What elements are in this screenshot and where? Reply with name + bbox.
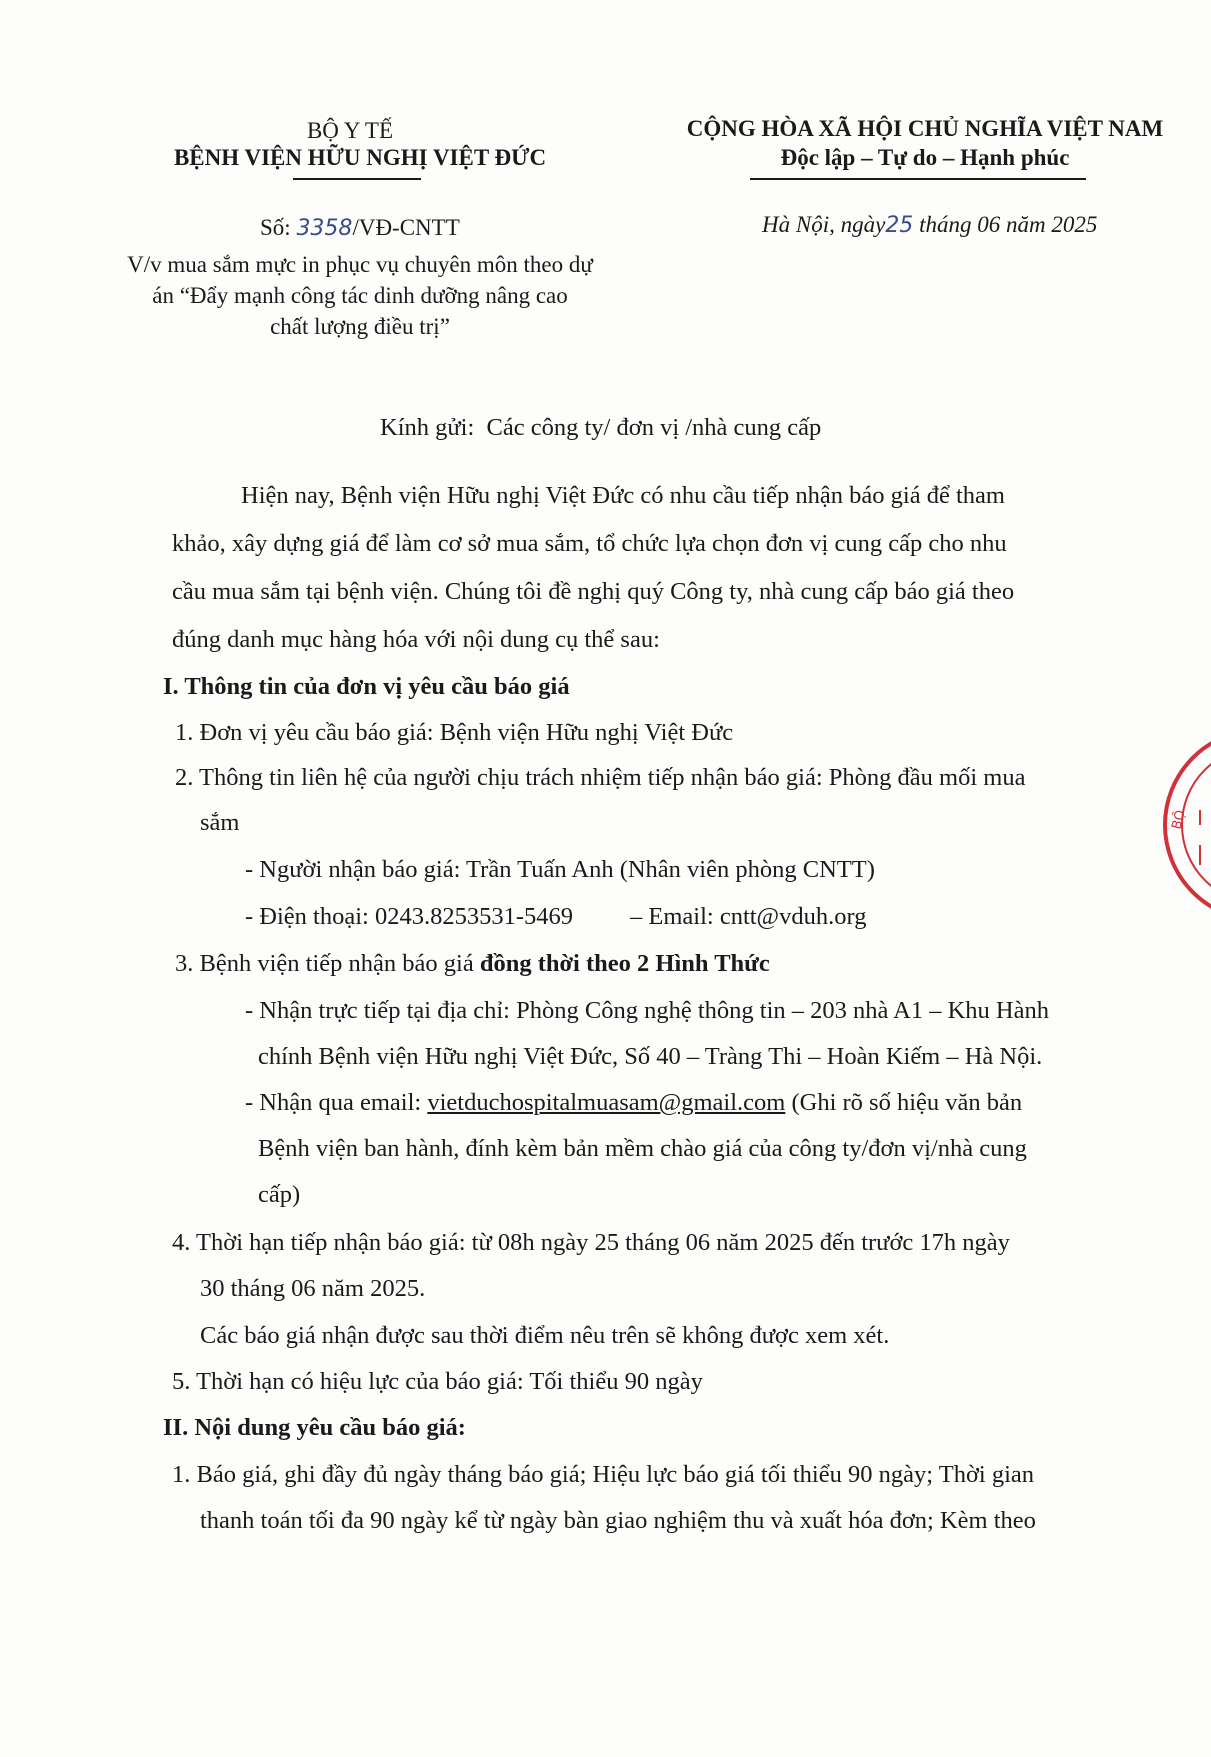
section2-item1-line1: 1. Báo giá, ghi đầy đủ ngày tháng báo giá; Hiệu lực báo giá tối thiểu 90 ngày; Thời gian <box>172 1461 1035 1488</box>
email-receive-line-1 <box>245 1080 1022 1126</box>
recipient-line <box>380 405 821 451</box>
subject-line-2: án “Đẩy mạnh công tác dinh dưỡng nâng cao <box>152 283 568 308</box>
date-suffix: tháng 06 năm 2025 <box>919 212 1098 237</box>
ministry-name: BỘ Y TẾ <box>306 118 394 143</box>
email-receive-prefix: - Nhận qua email: <box>245 1089 428 1116</box>
email-receive-line-2: Bệnh viện ban hành, đính kèm bản mềm chào giá của công ty/đơn vị/nhà cung <box>258 1135 1027 1162</box>
direct-line-1: - Nhận trực tiếp tại địa chỉ: Phòng Công nghệ thông tin – 203 nhà A1 – Khu Hành <box>245 997 1049 1024</box>
intro-line-2: khảo, xây dựng giá để làm cơ sở mua sắm, tổ chức lựa chọn đơn vị cung cấp cho nhu <box>172 530 1007 557</box>
number-suffix: /VĐ-CNTT <box>352 215 460 240</box>
country-name: CỘNG HÒA XÃ HỘI CHỦ NGHĨA VIỆT NAM <box>686 116 1164 141</box>
hospital-name: BỆNH VIỆN HỮU NGHỊ VIỆT ĐỨC <box>173 145 547 170</box>
section1-item4-line1: 4. Thời hạn tiếp nhận báo giá: từ 08h ngày 25 tháng 06 năm 2025 đến trước 17h ngày <box>172 1229 1010 1256</box>
direct-line-2: chính Bệnh viện Hữu nghị Việt Đức, Số 40 – Tràng Thi – Hoàn Kiếm – Hà Nội. <box>258 1043 1043 1070</box>
section1-item2-line2: sắm <box>200 809 240 836</box>
recipient-label: Kính gửi: <box>380 414 475 441</box>
email-receive-line-3: cấp) <box>258 1181 301 1208</box>
submission-email-link[interactable]: vietduchospitalmuasam@gmail.com <box>427 1089 786 1116</box>
intro-line-3: cầu mua sắm tại bệnh viện. Chúng tôi đề nghị quý Công ty, nhà cung cấp báo giá theo <box>172 578 1015 605</box>
number-handwritten: 3358 <box>296 216 353 241</box>
section2-title: II. Nội dung yêu cầu báo giá: <box>163 1414 466 1441</box>
subject-line-1: V/v mua sắm mực in phục vụ chuyên môn theo dự <box>127 252 593 277</box>
section1-title: I. Thông tin của đơn vị yêu cầu báo giá <box>163 673 570 700</box>
official-stamp-partial <box>1150 725 1211 925</box>
item3-prefix: 3. Bệnh viện tiếp nhận báo giá <box>175 950 480 977</box>
motto-underline <box>750 178 1086 180</box>
email-receive-suffix: (Ghi rõ số hiệu văn bản <box>785 1089 1023 1116</box>
section1-item4-line2: 30 tháng 06 năm 2025. <box>200 1275 426 1302</box>
recipient-value: Các công ty/ đơn vị /nhà cung cấp <box>486 414 822 441</box>
stamp-text: BỘ <box>1169 808 1189 832</box>
section1-item4-note: Các báo giá nhận được sau thời điểm nêu trên sẽ không được xem xét. <box>200 1322 890 1349</box>
hospital-underline <box>293 178 421 180</box>
motto: Độc lập – Tự do – Hạnh phúc <box>780 145 1070 170</box>
date-day-handwritten: 25 <box>885 213 914 238</box>
intro-line-4: đúng danh mục hàng hóa với nội dung cụ thể sau: <box>172 626 660 653</box>
item3-bold: đồng thời theo 2 Hình Thức <box>479 950 770 977</box>
intro-line-1: Hiện nay, Bệnh viện Hữu nghị Việt Đức có nhu cầu tiếp nhận báo giá để tham <box>241 482 1005 509</box>
section1-item3 <box>175 941 770 987</box>
section1-item2-line1: 2. Thông tin liên hệ của người chịu trách nhiệm tiếp nhận báo giá: Phòng đầu mối mua <box>175 764 1026 791</box>
date-line <box>762 212 1097 238</box>
date-prefix: Hà Nội, ngày <box>762 212 886 237</box>
email-contact: – Email: cntt@vduh.org <box>630 903 867 930</box>
number-label: Số: <box>260 215 291 240</box>
section1-item5: 5. Thời hạn có hiệu lực của báo giá: Tối thiểu 90 ngày <box>172 1368 703 1395</box>
section2-item1-line2: thanh toán tối đa 90 ngày kể từ ngày bàn giao nghiệm thu và xuất hóa đơn; Kèm theo <box>200 1507 1036 1534</box>
receiver-line: - Người nhận báo giá: Trần Tuấn Anh (Nhân viên phòng CNTT) <box>245 856 875 883</box>
section1-item1: 1. Đơn vị yêu cầu báo giá: Bệnh viện Hữu nghị Việt Đức <box>175 719 734 746</box>
phone-line: - Điện thoại: 0243.8253531-5469 <box>245 903 573 930</box>
document-number <box>260 215 460 241</box>
subject-block <box>80 249 640 342</box>
subject-line-3: chất lượng điều trị” <box>270 314 450 339</box>
